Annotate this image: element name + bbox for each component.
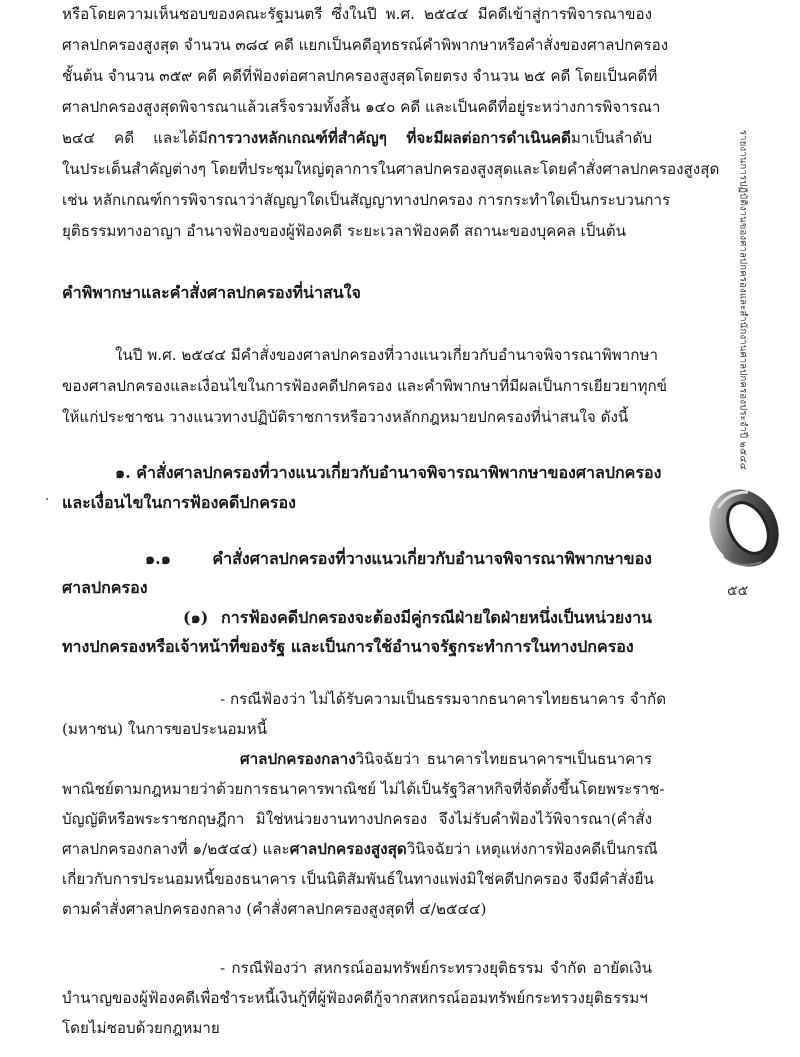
case-1-line-3-rest: วินิจฉัยว่า ธนาคารไทยธนาคารฯเป็นธนาคาร bbox=[355, 750, 652, 768]
case-2-line-2: บำนาญของผู้ฟ้องคดีเพื่อชำระหนี้เงินกู้ที่ผู้ฟ้องคดีกู้จากสหกรณ์ออมทรัพย์กระทรวงยุติธรรมฯ bbox=[62, 989, 648, 1007]
section-heading: คำพิพากษาและคำสั่งศาลปกครองที่น่าสนใจ bbox=[62, 283, 361, 302]
intro-line-6: ในประเด็นสำคัญต่างๆ โดยที่ประชุมใหญ่ตุลาการในศาลปกครองสูงสุดและโดยคำสั่งศาลปกครองสูงสุด bbox=[62, 160, 720, 178]
vertical-running-title bbox=[736, 120, 750, 480]
section-1-title-line-1: ๑. คำสั่งศาลปกครองที่วางแนวเกี่ยวกับอำนาจพิจารณาพิพากษาของศาลปกครอง bbox=[115, 463, 662, 482]
para2-line-3: ให้แก่ประชาชน วางแนวทางปฏิบัติราชการหรือวางหลักกฎหมายปกครองที่น่าสนใจ ดังนี้ bbox=[62, 408, 629, 426]
intro-line-2: ศาลปกครองสูงสุด จำนวน ๓๘๔ คดี แยกเป็นคดีอุทธรณ์คำพิพากษาหรือคำสั่งของศาลปกครอง bbox=[62, 36, 669, 54]
case-1-line-6-a: ศาลปกครองกลางที่ ๑/๒๕๔๔) และ bbox=[62, 840, 290, 858]
intro-line-5-bold: การวางหลักเกณฑ์ที่สำคัญๆ ที่จะมีผลต่อการดำเนินคดี bbox=[207, 129, 571, 147]
scan-speck bbox=[46, 498, 48, 500]
para2-line-2: ของศาลปกครองและเงื่อนไขในการฟ้องคดีปกครอง และคำพิพากษาที่มีผลเป็นการเยียวยาทุกข์ bbox=[62, 377, 668, 395]
intro-line-1: หรือโดยความเห็นชอบของคณะรัฐมนตรี ซึ่งในปี พ.ศ. ๒๕๔๔ มีคดีเข้าสู่การพิจารณาของ bbox=[62, 5, 652, 23]
case-1-line-8: ตามคำสั่งศาลปกครองกลาง (คำสั่งศาลปกครองสูงสุดที่ ๔/๒๕๔๔) bbox=[62, 900, 487, 918]
intro-line-3: ชั้นต้น จำนวน ๓๕๙ คดี คดีที่ฟ้องต่อศาลปกครองสูงสุดโดยตรง จำนวน ๒๕ คดี โดยเป็นคดีที่ bbox=[62, 67, 658, 85]
court-name-central: ศาลปกครองกลาง bbox=[240, 750, 356, 768]
para2-line-1: ในปี พ.ศ. ๒๕๔๔ มีคำสั่งของศาลปกครองที่วางแนวเกี่ยวกับอำนาจพิจารณาพิพากษา bbox=[115, 346, 658, 364]
intro-line-5-a: ๒๔๔ คดี และได้มี bbox=[62, 129, 208, 147]
intro-line-5 bbox=[62, 128, 652, 148]
case-1-line-3 bbox=[240, 749, 652, 769]
ring-logo-icon bbox=[704, 478, 788, 574]
case-1-line-1: - กรณีฟ้องว่า ไม่ได้รับความเป็นธรรมจากธนาคารไทยธนาคาร จำกัด bbox=[220, 690, 667, 708]
case-1-line-6 bbox=[62, 839, 658, 859]
case-2-line-3: โดยไม่ชอบด้วยกฎหมาย bbox=[62, 1019, 220, 1037]
case-2-line-1: - กรณีฟ้องว่า สหกรณ์ออมทรัพย์กระทรวงยุติธรรม จำกัด อายัดเงิน bbox=[220, 959, 652, 977]
case-1-line-2: (มหาชน) ในการขอประนอมหนี้ bbox=[62, 720, 267, 738]
case-1-line-4: พาณิชย์ตามกฎหมายว่าด้วยการธนาคารพาณิชย์ ไม่ได้เป็นรัฐวิสาหกิจที่จัดตั้งขึ้นโดยพระราช- bbox=[62, 780, 665, 798]
section-1-1-title-line-2: ศาลปกครอง bbox=[62, 578, 148, 597]
case-1-line-7: เกี่ยวกับการประนอมหนี้ของธนาคาร เป็นนิติสัมพันธ์ในทางแพ่งมิใช่คดีปกครอง จึงมีคำสั่งยืน bbox=[62, 870, 654, 888]
running-title-text: รายงานการปฏิบัติงานของศาลปกครองและสำนักงานศาลปกครองประจำปี ๒๕๔๔ bbox=[737, 129, 749, 471]
subsection-1-line-1: (๑) การฟ้องคดีปกครองจะต้องมีคู่กรณีฝ่ายใดฝ่ายหนึ่งเป็นหน่วยงาน bbox=[183, 608, 652, 627]
intro-line-7: เช่น หลักเกณฑ์การพิจารณาว่าสัญญาใดเป็นสัญญาทางปกครอง การกระทำใดเป็นกระบวนการ bbox=[62, 191, 671, 209]
page-number: ๕๕ bbox=[727, 583, 749, 599]
section-1-title-line-2: และเงื่อนไขในการฟ้องคดีปกครอง bbox=[62, 493, 296, 512]
subsection-1-line-2: ทางปกครองหรือเจ้าหน้าที่ของรัฐ และเป็นการใช้อำนาจรัฐกระทำการในทางปกครอง bbox=[62, 637, 634, 656]
case-1-line-5: บัญญัติหรือพระราชกฤษฎีกา มิใช่หน่วยงานทางปกครอง จึงไม่รับคำฟ้องไว้พิจารณา(คำสั่ง bbox=[62, 810, 652, 828]
court-name-supreme: ศาลปกครองสูงสุด bbox=[289, 840, 407, 858]
intro-line-5-c: มาเป็นลำดับ bbox=[570, 129, 653, 147]
section-1-1-title-line-1: ๑.๑ คำสั่งศาลปกครองที่วางแนวเกี่ยวกับอำนาจพิจารณาพิพากษาของ bbox=[145, 549, 652, 568]
intro-line-8: ยุติธรรมทางอาญา อำนาจฟ้องของผู้ฟ้องคดี ระยะเวลาฟ้องคดี สถานะของบุคคล เป็นต้น bbox=[62, 222, 627, 240]
intro-line-4: ศาลปกครองสูงสุดพิจารณาแล้วเสร็จรวมทั้งสิ้น ๑๔๐ คดี และเป็นคดีที่อยู่ระหว่างการพิจารณา bbox=[62, 98, 661, 116]
case-1-line-6-c: วินิจฉัยว่า เหตุแห่งการฟ้องคดีเป็นกรณี bbox=[406, 840, 658, 858]
